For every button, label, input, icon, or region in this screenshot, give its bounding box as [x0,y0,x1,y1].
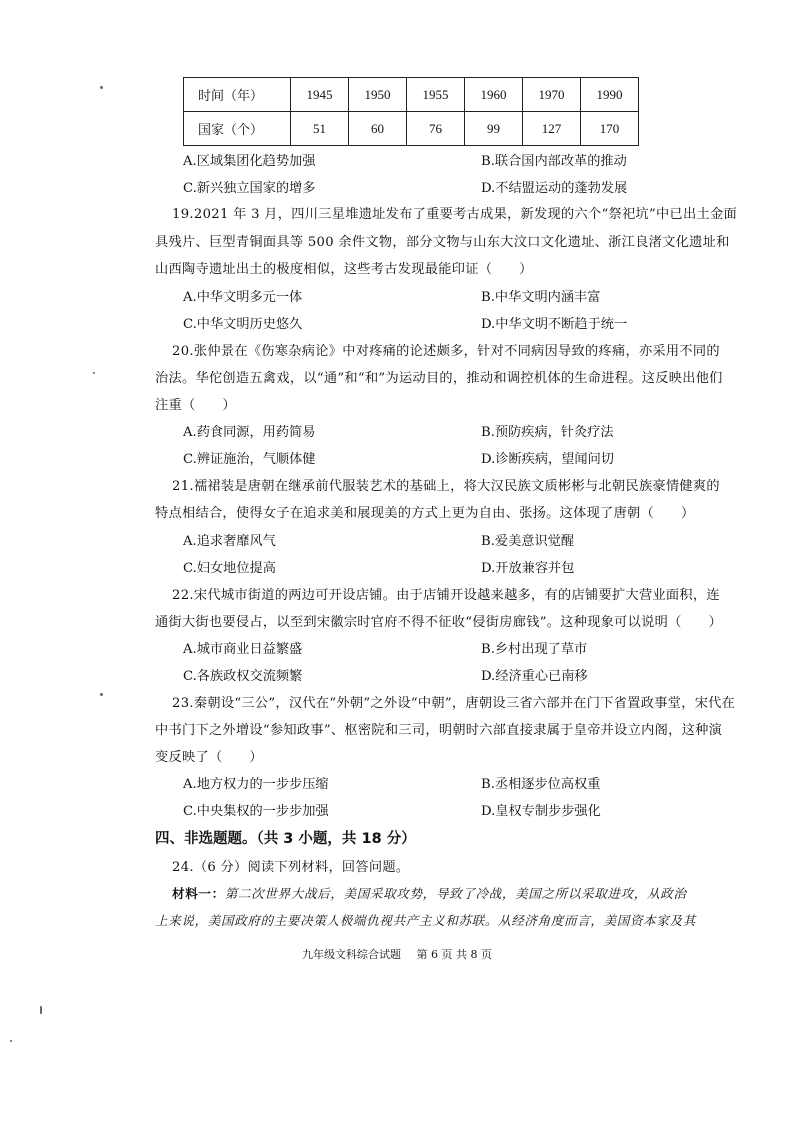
q21-stem-line-1: 21.襦裙装是唐朝在继承前代服装艺术的基础上，将大汉民族文质彬彬与北朝民族豪情健爽的 [172,479,720,494]
footer-title: 九年级文科综合试题 [302,948,401,961]
q23-stem-line-2: 中书门下之外增设“参知政事”、枢密院和三司，明朝时六部直接隶属于皇帝并设立内阁，这种演 [155,723,723,738]
scan-speck [93,372,95,374]
q24-material-line-2: 上来说，美国政府的主要决策人极端仇视共产主义和苏联。从经济角度而言，美国资本家及其 [155,913,696,928]
q21-option-b: B.爱美意识觉醒 [481,534,575,549]
q19-option-c: C.中华文明历史悠久 [183,317,303,332]
q24-material-line-1 [172,883,687,902]
scan-speck [40,1006,42,1014]
year-cell: 1960 [465,78,523,112]
q19-stem-line-3: 山西陶寺遗址出土的极度相似，这些考古发现最能印证（ ） [155,262,533,277]
material-label: 材料一： [172,886,225,901]
q19-stem-line-2: 具残片、巨型青铜面具等 500 余件文物，部分文物与山东大汶口文化遗址、浙江良渚文化遗址和 [155,235,730,250]
q22-option-d: D.经济重心已南移 [481,669,588,684]
q19-stem-line-1: 19.2021 年 3 月，四川三星堆遗址发布了重要考古成果，新发现的六个“祭祀坑”中已出土金面 [172,207,737,222]
count-cell: 76 [407,112,465,146]
q20-option-b: B.预防疾病，针灸疗法 [481,425,614,440]
scan-speck [100,86,103,89]
q21-option-d: D.开放兼容并包 [481,561,575,576]
year-cell: 1950 [349,78,407,112]
q22-option-c: C.各族政权交流频繁 [183,669,303,684]
year-cell: 1990 [581,78,639,112]
year-cell: 1970 [523,78,581,112]
q23-option-c: C.中央集权的一步步加强 [183,804,329,819]
row-label-years: 时间（年） [184,78,291,112]
count-cell: 99 [465,112,523,146]
q20-option-c: C.辨证施治，气顺体健 [183,452,316,467]
section-heading: 四、非选题题。（共 3 小题，共 18 分） [155,831,416,847]
q22-stem-line-2: 通街大街也要侵占，以至到宋徽宗时官府不得不征收“侵街房廊钱”。这种现象可以说明（ ） [155,615,723,630]
count-cell: 51 [291,112,349,146]
q23-option-a: A.地方权力的一步步压缩 [183,777,329,792]
count-cell: 127 [523,112,581,146]
q20-option-d: D.诊断疾病，望闻问切 [481,452,614,467]
material-text: 第二次世界大战后，美国采取攻势，导致了冷战，美国之所以采取进攻，从政治 [224,886,687,901]
scan-speck [100,693,103,696]
q22-stem-line-1: 22.宋代城市街道的两边可开设店铺。由于店铺开设越来越多，有的店铺要扩大营业面积，连 [172,588,720,603]
q20-option-a: A.药食同源，用药简易 [183,425,316,440]
q18-option-b: B.联合国内部改革的推动 [481,154,627,169]
footer-page-number: 第 6 页 共 8 页 [416,948,492,961]
count-cell: 170 [581,112,639,146]
page-footer [0,946,794,962]
q23-stem-line-3: 变反映了（ ） [155,750,263,765]
count-cell: 60 [349,112,407,146]
q24-intro: 24.（6 分）阅读下列材料，回答问题。 [172,860,410,875]
q21-stem-line-2: 特点相结合，使得女子在追求美和展现美的方式上更为自由、张扬。这体现了唐朝（ ） [155,506,695,521]
q22-option-a: A.城市商业日益繁盛 [183,642,303,657]
q18-option-c: C.新兴独立国家的增多 [183,181,316,196]
table-row-counts [184,112,639,146]
row-label-counts: 国家（个） [184,112,291,146]
year-cell: 1955 [407,78,465,112]
q21-option-c: C.妇女地位提高 [183,561,276,576]
q20-stem-line-2: 治法。华佗创造五禽戏，以“通”和“和”为运动目的，推动和调控机体的生命进程。这反映出他们 [155,371,723,386]
year-cell: 1945 [291,78,349,112]
q22-option-b: B.乡村出现了草市 [481,642,588,657]
q19-option-d: D.中华文明不断趋于统一 [481,317,628,332]
q18-option-a: A.区域集团化趋势加强 [183,154,316,169]
q19-option-b: B.中华文明内涵丰富 [481,290,601,305]
q20-stem-line-3: 注重（ ） [155,398,236,413]
q23-stem-line-1: 23.秦朝设“三公”，汉代在“外朝”之外设“中朝”，唐朝设三省六部并在门下省置政事堂，宋代在 [172,696,736,711]
q18-option-d: D.不结盟运动的蓬勃发展 [481,181,628,196]
data-table [183,77,639,146]
table-row-years [184,78,639,112]
q23-option-b: B.丞相逐步位高权重 [481,777,601,792]
q21-option-a: A.追求奢靡风气 [183,534,276,549]
q20-stem-line-1: 20.张仲景在《伤寒杂病论》中对疼痛的论述颇多，针对不同病因导致的疼痛，亦采用不同的 [172,344,720,359]
q19-option-a: A.中华文明多元一体 [183,290,303,305]
q23-option-d: D.皇权专制步步强化 [481,804,601,819]
scan-speck [10,1040,12,1042]
